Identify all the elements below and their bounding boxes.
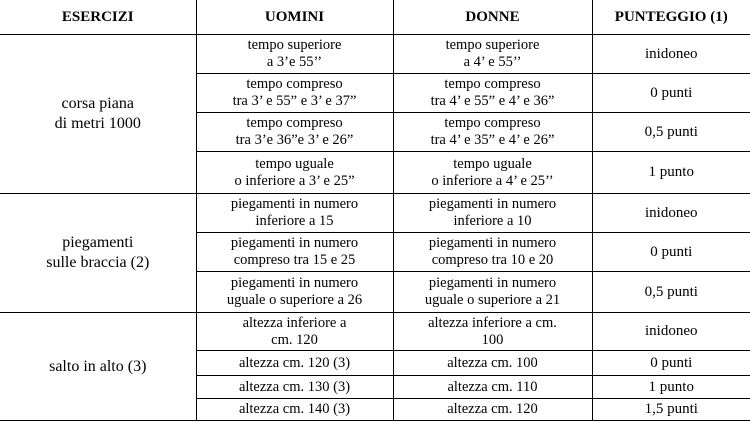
punteggio-cell: 1,5 punti: [592, 399, 750, 421]
donne-cell: altezza cm. 110: [393, 376, 592, 399]
exercise-label: salto in alto (3): [49, 357, 147, 375]
exercise-cell-salto: [0, 313, 196, 421]
punteggio-cell: inidoneo: [592, 35, 750, 74]
punteggio-cell: 1 punto: [592, 376, 750, 399]
donne-cell: tempo compreso tra 4’ e 55” e 4’ e 36”: [393, 74, 592, 113]
header-punteggio: PUNTEGGIO (1): [592, 0, 750, 35]
uomini-cell: tempo compreso tra 3’ e 55” e 3’ e 37”: [196, 74, 393, 113]
uomini-cell: tempo superiore a 3’e 55’’: [196, 35, 393, 74]
punteggio-cell: 0 punti: [592, 233, 750, 272]
donne-cell: altezza cm. 100: [393, 351, 592, 376]
exercise-cell-piegamenti: [0, 194, 196, 313]
header-esercizi: ESERCIZI: [0, 0, 196, 35]
uomini-cell: altezza cm. 140 (3): [196, 399, 393, 421]
punteggio-cell: 0,5 punti: [592, 272, 750, 313]
exercise-label: piegamenti: [62, 234, 134, 251]
uomini-cell: tempo uguale o inferiore a 3’ e 25”: [196, 152, 393, 194]
uomini-cell: piegamenti in numero inferiore a 15: [196, 194, 393, 233]
punteggio-cell: inidoneo: [592, 313, 750, 351]
exercise-label: sulle braccia (2): [46, 254, 150, 271]
exercise-cell-corsa: [0, 35, 196, 194]
exercise-label: di metri 1000: [54, 115, 141, 132]
header-donne: DONNE: [393, 0, 592, 35]
uomini-cell: piegamenti in numero uguale o superiore a 26: [196, 272, 393, 313]
punteggio-cell: 0 punti: [592, 74, 750, 113]
uomini-cell: altezza inferiore a cm. 120: [196, 313, 393, 351]
punteggio-cell: 1 punto: [592, 152, 750, 194]
donne-cell: tempo uguale o inferiore a 4’ e 25’’: [393, 152, 592, 194]
uomini-cell: altezza cm. 120 (3): [196, 351, 393, 376]
table-row: [0, 194, 750, 233]
donne-cell: altezza inferiore a cm. 100: [393, 313, 592, 351]
uomini-cell: altezza cm. 130 (3): [196, 376, 393, 399]
donne-cell: piegamenti in numero compreso tra 10 e 20: [393, 233, 592, 272]
punteggio-cell: inidoneo: [592, 194, 750, 233]
donne-cell: tempo superiore a 4’ e 55’’: [393, 35, 592, 74]
header-uomini: UOMINI: [196, 0, 393, 35]
punteggio-cell: 0 punti: [592, 351, 750, 376]
donne-cell: tempo compreso tra 4’ e 35” e 4’ e 26”: [393, 113, 592, 152]
header-row: [0, 0, 750, 35]
donne-cell: piegamenti in numero uguale o superiore a 21: [393, 272, 592, 313]
punteggio-cell: 0,5 punti: [592, 113, 750, 152]
exercise-label: corsa piana: [61, 95, 134, 112]
table-row: [0, 35, 750, 74]
table-row: [0, 313, 750, 351]
uomini-cell: tempo compreso tra 3’e 36”e 3’ e 26”: [196, 113, 393, 152]
uomini-cell: piegamenti in numero compreso tra 15 e 25: [196, 233, 393, 272]
donne-cell: piegamenti in numero inferiore a 10: [393, 194, 592, 233]
donne-cell: altezza cm. 120: [393, 399, 592, 421]
